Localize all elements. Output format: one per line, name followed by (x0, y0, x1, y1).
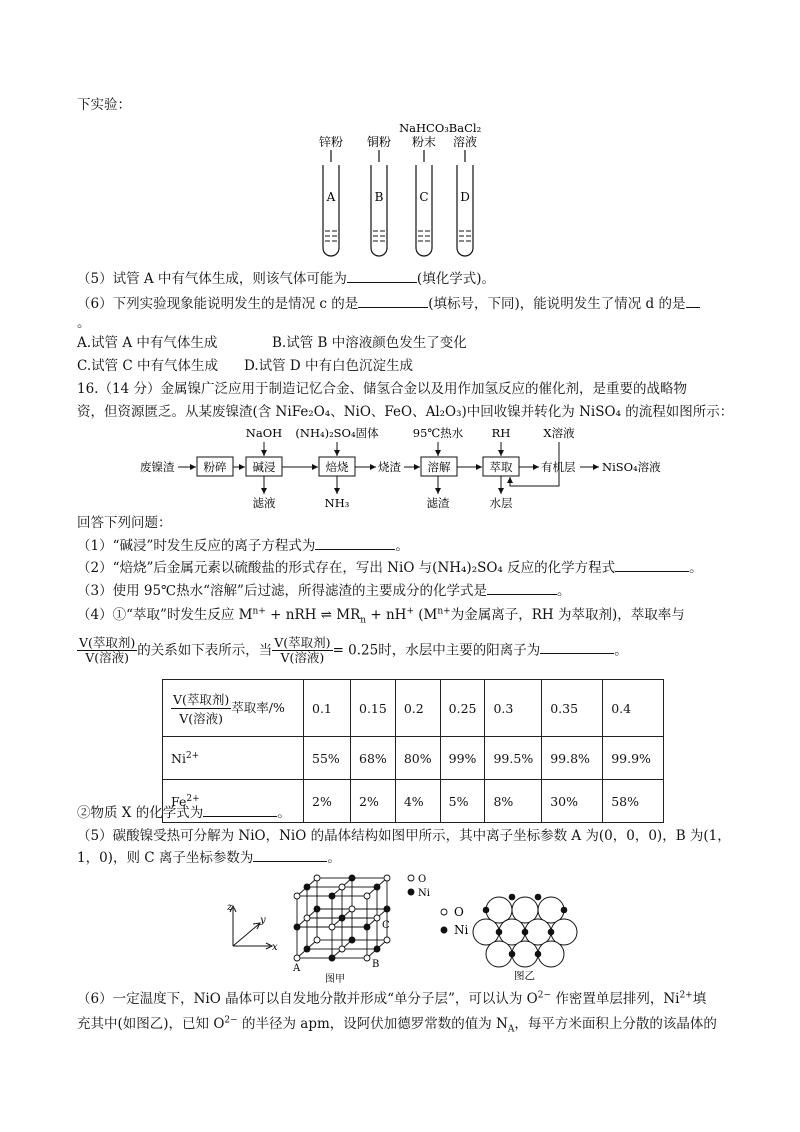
answer-blank-4a[interactable] (540, 653, 614, 654)
table-header-row (163, 680, 664, 737)
question-4-reaction: （4）①“萃取”时发生反应 $M^{n+}$ + nRH ⇌ $MR_n + nH^+$ ($M^{n+}$为金属离子，RH 为萃取剂)，萃取率与 (77, 606, 685, 626)
question-5a: （5）试管 A 中有气体生成，则该气体可能为 (填化学式)。 (77, 271, 495, 287)
table-cell: 30% (542, 780, 603, 823)
tube-b-label: B (374, 190, 384, 204)
answer-blank-5b[interactable] (253, 861, 327, 862)
extraction-table (162, 679, 664, 823)
table-header-cell: 0.4 (603, 680, 664, 737)
flow-box-alkali: 碱浸 (252, 460, 276, 474)
option-c: C.试管 C 中有气体生成 (77, 358, 219, 374)
table-row-label: $Fe^{2+}$ (163, 780, 304, 823)
flow-naoh: NaOH (245, 426, 283, 440)
table-cell: 5% (440, 780, 485, 823)
tube-c-reagent-1: NaHCO₃ (399, 121, 449, 135)
question-1: （1）“碱浸”时发生反应的离子方程式为 。 (77, 538, 409, 554)
table-header-cell: 0.3 (485, 680, 542, 737)
axis-y-label: y (260, 915, 266, 926)
table-cell: 68% (351, 737, 396, 780)
flow-product: NiSO₄溶液 (602, 460, 661, 474)
table-header-cell: 0.25 (440, 680, 485, 737)
table-row (163, 737, 664, 780)
flow-box-crush: 粉碎 (203, 460, 227, 474)
table-row-label: $Ni^{2+}$ (163, 737, 304, 780)
flow-organic-layer: 有机层 (541, 460, 576, 474)
answer-blank-1[interactable] (315, 549, 395, 550)
table-header-cell: 0.2 (395, 680, 440, 737)
question-2: （2）“焙烧”后金属元素以硫酸盐的形式存在，写出 NiO 与(NH₄)₂SO₄ 反应的化学方程式 。 (77, 560, 703, 576)
question-6a: （6）下列实验现象能说明发生的是情况 c 的是 (填标号，下同)，能说明发生了情况 d 的是 (77, 297, 700, 313)
question-6b-line2: 充其中(如图乙)，已知 $O^{2-}$ 的半径为 apm，设阿伏加德罗常数的值为 $N_A$，每平方米面积上分散的该晶体的 (77, 1015, 717, 1035)
answer-blank-6a-c[interactable] (358, 307, 428, 308)
tube-c-reagent-2: 粉末 (411, 135, 437, 149)
axis-x-label: x (272, 942, 278, 953)
table-cell: 8% (485, 780, 542, 823)
question-16-line1: 16.（14 分）金属镍广泛应用于制造记忆合金、储氢合金以及用作加氢反应的催化剂，是重要的战略物 (77, 381, 687, 397)
table-cell: 99.9% (603, 737, 664, 780)
answer-blank-6a-d[interactable] (686, 307, 700, 308)
process-flowchart (140, 424, 700, 514)
legend-ni-jia: Ni (418, 888, 430, 899)
test-tubes-figure (300, 118, 500, 268)
table-cell: 2% (351, 780, 396, 823)
point-b-label: B (372, 959, 380, 970)
flow-box-extract: 萃取 (489, 460, 513, 474)
question-5b-line2: 1，0)，则 C 离子坐标参数为 。 (77, 850, 341, 866)
point-c-label: C (382, 920, 390, 931)
question-6b-line1: （6）一定温度下，NiO 晶体可以自发地分散并形成“单分子层”，可以认为 $O^{2-}$ 作密置单层排列，$Ni^{2+}$填 (77, 990, 707, 1007)
table-cell: 55% (304, 737, 351, 780)
legend-ni-yi: Ni (454, 923, 469, 937)
question-6a-tail: 。 (77, 315, 91, 331)
table-header-cell: 0.35 (542, 680, 603, 737)
question-5b-line1: （5）碳酸镍受热可分解为 NiO，NiO 的晶体结构如图甲所示，其中离子坐标参数 A 为(0，0，0)，B 为(1， (77, 828, 731, 844)
table-header-label: $\frac{\text{V(萃取剂)}}{\text{V(溶液)}}$ 萃取率/% (163, 680, 304, 737)
answer-intro: 回答下列问题： (77, 515, 172, 531)
table-cell: 58% (603, 780, 664, 823)
answer-blank-3[interactable] (487, 594, 557, 595)
option-b: B.试管 B 中溶液颜色发生了变化 (272, 335, 467, 351)
flow-box-dissolve: 溶解 (427, 460, 451, 474)
flow-filtrate: 滤液 (252, 496, 276, 510)
tube-d-reagent-2: 溶液 (452, 135, 478, 149)
question-3: （3）使用 95℃热水“溶解”后过滤，所得滤渣的主要成分的化学式是 。 (77, 583, 571, 599)
figure-jia-lattice (225, 868, 445, 983)
table-cell: 99% (440, 737, 485, 780)
tube-c-label: C (419, 190, 429, 204)
flow-hot-water: 95℃热水 (412, 426, 464, 440)
caption-yi: 图乙 (514, 970, 535, 980)
table-cell: 80% (395, 737, 440, 780)
table-cell: 4% (395, 780, 440, 823)
figure-yi-monolayer (434, 880, 584, 980)
question-16-line2: 资，但资源匮乏。从某废镍渣(含 NiFe₂O₄、NiO、FeO、Al₂O₃)中回收镍并转化为 NiSO₄ 的流程如图所示： (77, 404, 734, 420)
flow-box-roast: 焙烧 (325, 460, 349, 474)
intro-text: 下实验： (77, 97, 131, 113)
table-header-cell: 0.1 (304, 680, 351, 737)
tube-a-label: A (326, 190, 336, 204)
tube-d-reagent-1: BaCl₂ (448, 121, 482, 135)
flow-residue: 滤渣 (426, 496, 450, 510)
caption-jia: 图甲 (325, 974, 345, 983)
tube-d-label: D (460, 190, 470, 204)
answer-blank-5a[interactable] (347, 282, 417, 283)
option-d: D.试管 D 中有白色沉淀生成 (244, 358, 414, 374)
flow-x-solution: X溶液 (543, 426, 575, 440)
test-tube-outlines (323, 165, 473, 256)
flow-rh: RH (491, 426, 511, 440)
question-4-condition: $\frac{\text{V(萃取剂)}}{\text{V(溶液)}}$ 的关系如下表所示，当 $\frac{\text{V(萃取剂)}}{\text{V(溶液)}}$ = 0.25时，水层中主要的阳离子为 。 (79, 635, 628, 666)
table-cell: 99.8% (542, 737, 603, 780)
answer-blank-4b[interactable] (203, 816, 277, 817)
flow-start: 废镍渣 (140, 460, 175, 474)
legend-o-jia: O (418, 874, 427, 885)
flow-nh4so4: (NH₄)₂SO₄固体 (295, 426, 379, 440)
tube-a-reagent: 锌粉 (318, 135, 344, 149)
point-a-label: A (293, 963, 301, 974)
table-cell: 2% (304, 780, 351, 823)
tube-b-reagent: 铜粉 (366, 135, 392, 149)
ratio-fraction-2: $\frac{\text{V(萃取剂)}}{\text{V(溶液)}}$ (274, 635, 331, 666)
question-4b: ②物质 X 的化学式为 。 (77, 805, 291, 821)
option-a: A.试管 A 中有气体生成 (77, 335, 218, 351)
flow-nh3: NH₃ (324, 496, 350, 510)
table-cell: 99.5% (485, 737, 542, 780)
ratio-fraction: $\frac{\text{V(萃取剂)}}{\text{V(溶液)}}$ (79, 635, 136, 666)
axis-z-label: z (227, 902, 233, 913)
table-header-cell: 0.15 (351, 680, 396, 737)
lattice-atoms (294, 875, 390, 961)
flow-water-layer: 水层 (489, 496, 513, 510)
answer-blank-2[interactable] (615, 571, 689, 572)
legend-o-yi: O (454, 905, 464, 919)
flow-mid: 烧渣 (378, 460, 401, 474)
